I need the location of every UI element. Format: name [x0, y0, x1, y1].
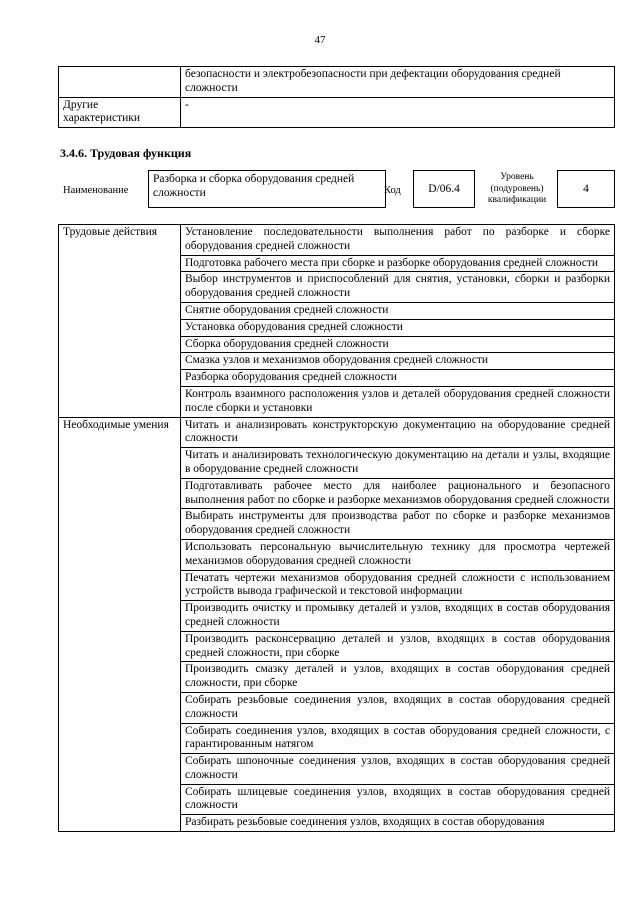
table-row — [59, 417, 615, 448]
required-skill-item: Использовать персональную вычислительную технику для просмотра чертежей механизмов оборудования средней сложности — [181, 539, 615, 570]
required-skill-item: Разбирать резьбовые соединения узлов, входящих в состав оборудования — [181, 815, 615, 832]
required-skill-item: Подготавливать рабочее место для наиболее рационального и безопасного выполнения работ по сборке и разборке механизмов оборудования средней сложности — [181, 478, 615, 509]
table-cell-empty — [59, 67, 181, 98]
name-label: Наименование — [63, 185, 129, 196]
code-value-box: D/06.4 — [413, 170, 475, 208]
required-skill-item: Производить расконсервацию деталей и узлов, входящих в состав оборудования средней сложности, при сборке — [181, 631, 615, 662]
required-skill-item: Собирать шпоночные соединения узлов, входящих в состав оборудования средней сложности — [181, 754, 615, 785]
required-skill-item: Производить смазку деталей и узлов, входящих в состав оборудования средней сложности, при сборке — [181, 662, 615, 693]
labor-action-item: Сборка оборудования средней сложности — [181, 336, 615, 353]
required-skill-item: Собирать шлицевые соединения узлов, входящих в состав оборудования средней сложности — [181, 784, 615, 815]
labor-action-item: Контроль взаимного расположения узлов и деталей оборудования средней сложности после сборки и установки — [181, 386, 615, 417]
code-label: Код — [384, 185, 401, 196]
level-value-box: 4 — [557, 170, 615, 208]
required-skill-item: Выбирать инструменты для производства работ по сборке и разборке механизмов оборудования средней сложности — [181, 509, 615, 540]
labor-action-item: Подготовка рабочего места при сборке и разборке оборудования средней сложности — [181, 255, 615, 272]
labor-action-category-label: Трудовые действия — [59, 225, 181, 418]
required-skill-item: Читать и анализировать технологическую документацию на детали и узлы, входящие в оборудование средней сложности — [181, 448, 615, 479]
required-skill-category-label: Необходимые умения — [59, 417, 181, 832]
table-row — [59, 225, 615, 256]
labor-action-item: Разборка оборудования средней сложности — [181, 370, 615, 387]
labor-action-item: Выбор инструментов и приспособлений для снятия, установки, сборки и разборки оборудования средней сложности — [181, 272, 615, 303]
function-table — [58, 224, 615, 832]
labor-action-item: Установка оборудования средней сложности — [181, 319, 615, 336]
level-label: Уровень (подуровень) квалификации — [487, 172, 547, 205]
labor-action-item: Установление последовательности выполнения работ по разборке и сборке оборудования средней сложности — [181, 225, 615, 256]
page-number: 47 — [314, 34, 326, 46]
name-value-box: Разборка и сборка оборудования средней сложности — [148, 170, 386, 208]
function-header — [60, 170, 616, 212]
required-skill-item: Собирать соединения узлов, входящих в состав оборудования средней сложности, с гарантированным натягом — [181, 723, 615, 754]
table-row — [59, 67, 615, 98]
labor-action-item: Смазка узлов и механизмов оборудования средней сложности — [181, 353, 615, 370]
continuation-table — [58, 66, 615, 128]
other-characteristics-value: - — [181, 97, 615, 128]
required-skill-item: Производить очистку и промывку деталей и узлов, входящих в состав оборудования средней сложности — [181, 601, 615, 632]
other-characteristics-label: Другие характеристики — [59, 97, 181, 128]
labor-action-item: Снятие оборудования средней сложности — [181, 302, 615, 319]
required-skill-item: Печатать чертежи механизмов оборудования средней сложности с использованием устройств вывода графической и текстовой информации — [181, 570, 615, 601]
required-skill-item: Собирать резьбовые соединения узлов, входящих в состав оборудования средней сложности — [181, 692, 615, 723]
table-cell: безопасности и электробезопасности при дефектации оборудования средней сложности — [181, 67, 615, 98]
section-title: 3.4.6. Трудовая функция — [60, 146, 192, 160]
required-skill-item: Читать и анализировать конструкторскую документацию на оборудование средней сложности — [181, 417, 615, 448]
table-row — [59, 97, 615, 128]
